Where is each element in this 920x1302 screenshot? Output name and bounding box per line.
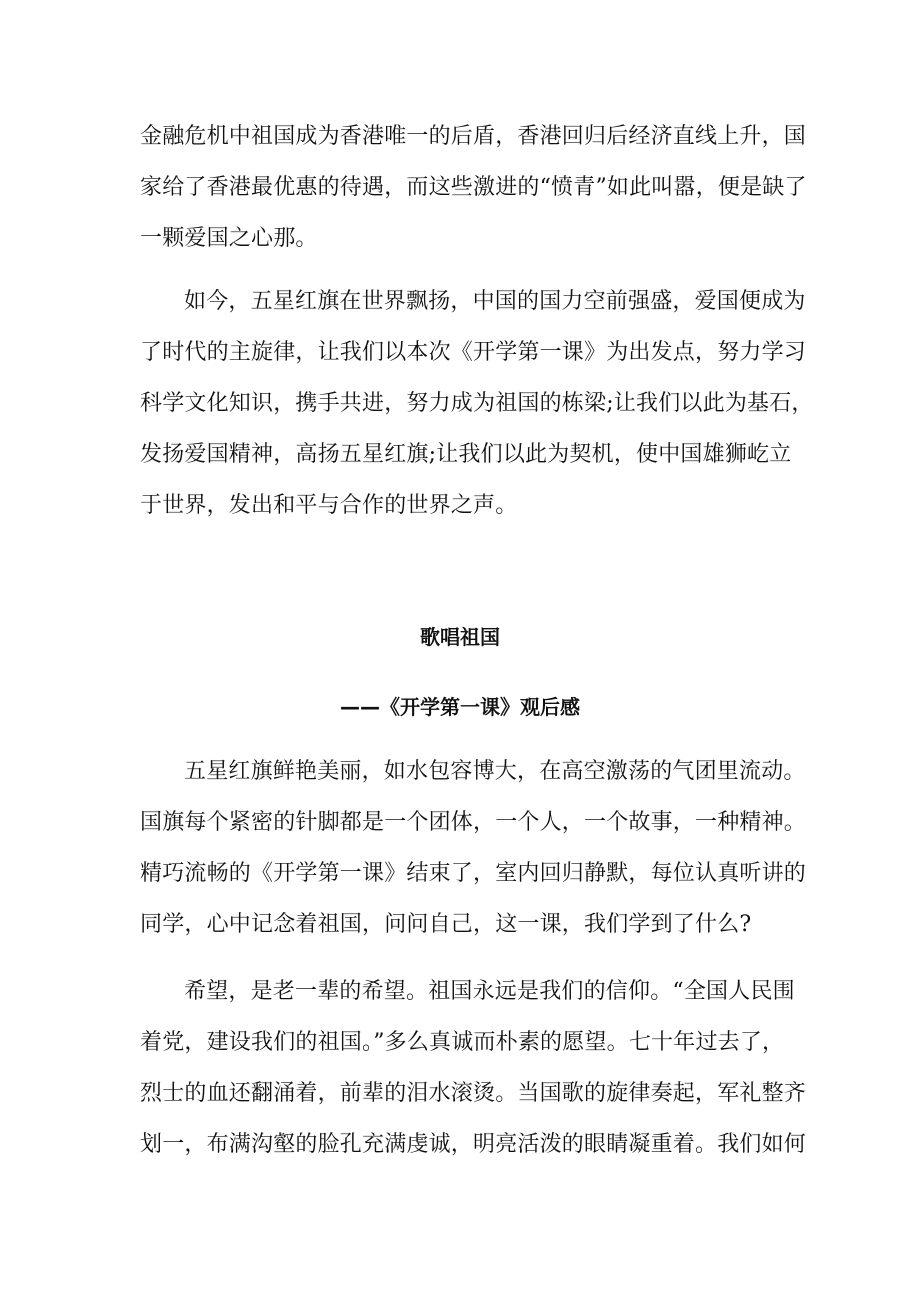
text-line: 于世界，发出和平与合作的世界之声。 [140, 493, 518, 518]
text-line: 划一，布满沟壑的脸孔充满虔诚，明亮活泼的眼睛凝重着。我们如何 [140, 1132, 807, 1157]
paragraph-4 [140, 966, 807, 1170]
text-line: 烈士的血还翻涌着，前辈的泪水滚烫。当国歌的旋律奏起，军礼整齐 [140, 1081, 807, 1106]
text-line: 家给了香港最优惠的待遇，而这些激进的“愤青”如此叫嚣，便是缺了 [140, 175, 807, 200]
paragraph-1 [140, 111, 807, 264]
article-title: 歌唱祖国 [420, 625, 500, 649]
article-subtitle: ——《开学第一课》观后感 [340, 695, 580, 719]
text-line: 五星红旗鲜艳美丽，如水包容博大，在高空激荡的气团里流动。 [184, 759, 806, 784]
paragraph-2 [140, 276, 814, 531]
text-line: 金融危机中祖国成为香港唯一的后盾，香港回归后经济直线上升，国 [140, 124, 807, 149]
text-line: 精巧流畅的《开学第一课》结束了，室内回归静默，每位认真听讲的 [140, 861, 807, 886]
text-line: 同学，心中记念着祖国，问问自己，这一课，我们学到了什么? [140, 912, 752, 937]
text-line: 国旗每个紧密的针脚都是一个团体，一个人，一个故事，一种精神。 [140, 810, 807, 835]
text-line: 科学文化知识，携手共进，努力成为祖国的栋梁;让我们以此为基石， [140, 391, 814, 416]
text-line: 了时代的主旋律，让我们以本次《开学第一课》为出发点，努力学习 [140, 340, 807, 365]
text-line: 着党，建设我们的祖国。”多么真诚而朴素的愿望。七十年过去了， [140, 1030, 785, 1055]
text-line: 一颗爱国之心那。 [140, 226, 318, 251]
text-line: 如今，五星红旗在世界飘扬，中国的国力空前强盛，爱国便成为 [184, 289, 806, 314]
paragraph-3 [140, 746, 807, 950]
text-line: 发扬爱国精神，高扬五星红旗;让我们以此为契机，使中国雄狮屹立 [140, 442, 792, 467]
text-line: 希望，是老一辈的希望。祖国永远是我们的信仰。“全国人民围 [184, 979, 795, 1004]
